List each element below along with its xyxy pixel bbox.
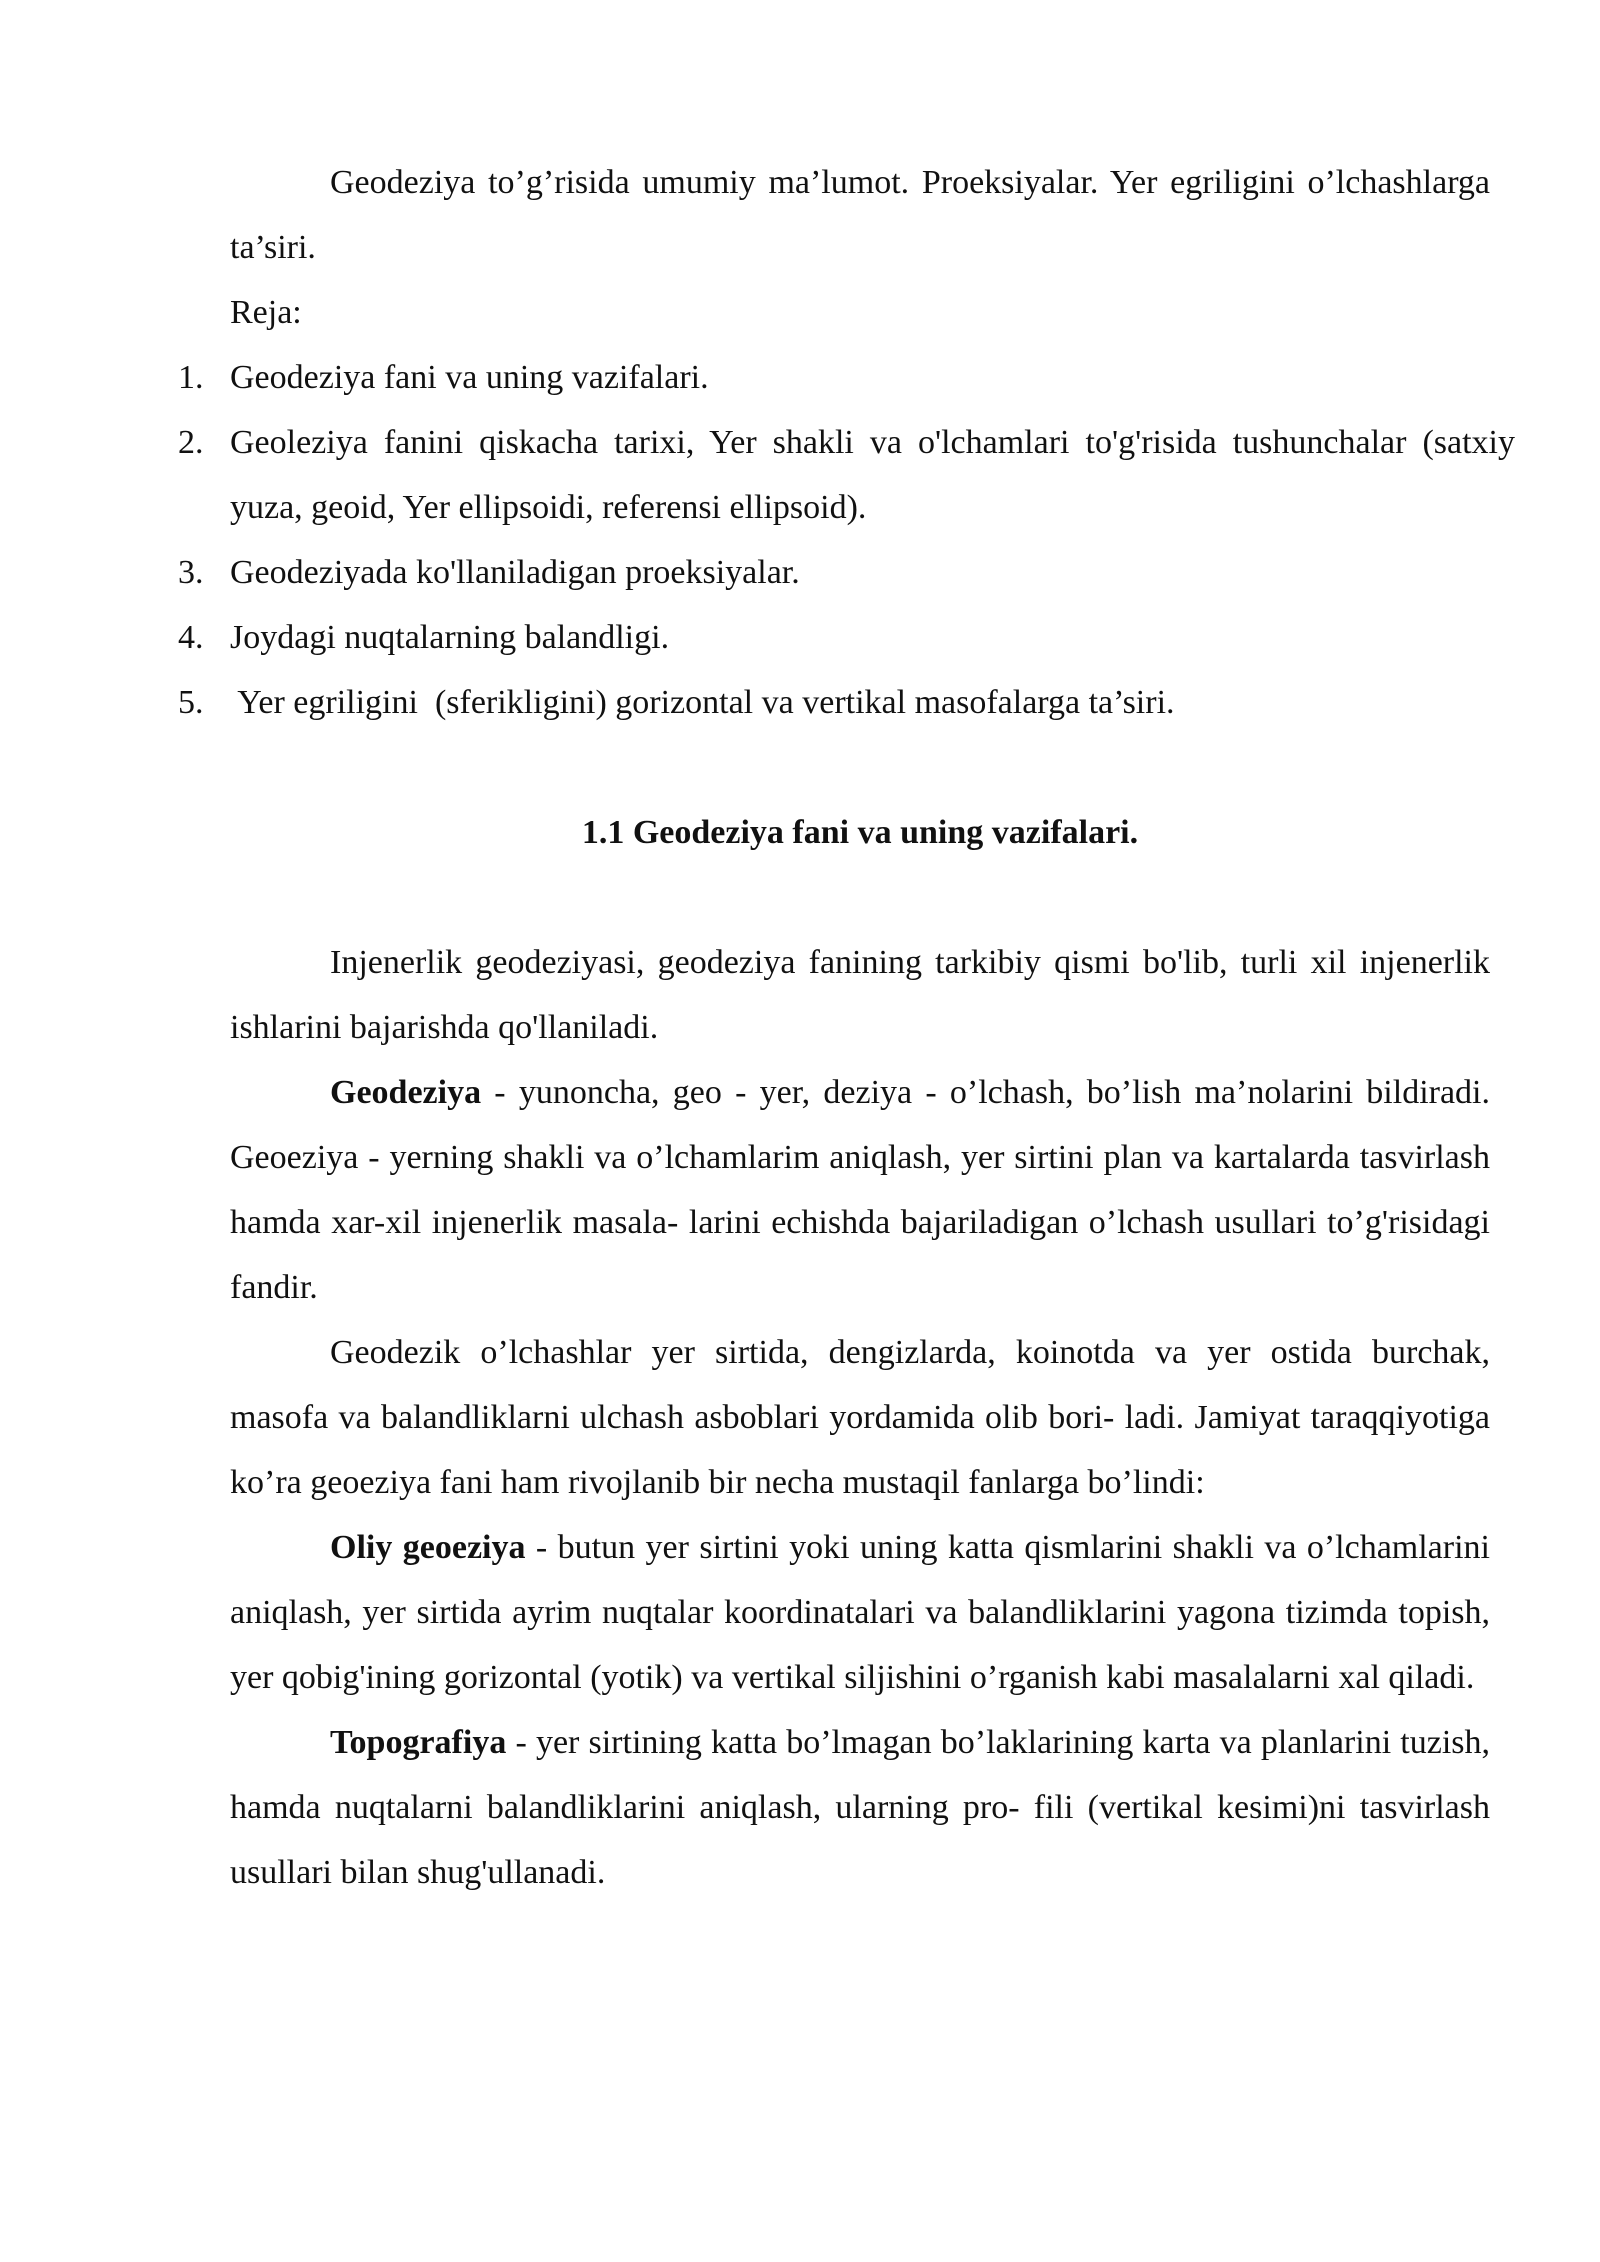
list-item-number: 1.: [178, 359, 204, 396]
document-title: [230, 150, 1490, 280]
list-item-number: 5.: [178, 684, 204, 721]
paragraph: [230, 1710, 1490, 1905]
paragraph-term: Oliy geoeziya: [330, 1529, 526, 1566]
plan-list: [178, 345, 1515, 735]
paragraph-text: - yer sirtining katta bo’lmagan bo’laklarining karta va planlarini tuzish, hamda nuqtalarni balandliklarini aniqlash, ularning pro- fili (vertikal kesimi)ni tasvirlash usullari bilan shug'ullanadi.: [230, 1724, 1490, 1891]
paragraph-text: Geodezik o’lchashlar yer sirtida, dengizlarda, koinotda va yer ostida burchak, masofa va balandliklarni ulchash asboblari yordamida olib bori- ladi. Jamiyat taraqqiyotiga ko’ra geoeziya fani ham rivojlanib bir necha mustaqil fanlarga bo’lindi:: [230, 1334, 1490, 1501]
body-text: [230, 930, 1490, 1905]
paragraph: [230, 1320, 1490, 1515]
list-item: [178, 410, 1515, 540]
list-item-text: Yer egriligini (sferikligini) gorizontal va vertikal masofalarga ta’siri.: [230, 684, 1175, 721]
plan-label-text: Reja:: [230, 294, 302, 331]
list-item: [178, 540, 1515, 605]
list-item-text: Geodeziya fani va uning vazifalari.: [230, 359, 709, 396]
paragraph-text: - yunoncha, geo - yer, deziya - o’lchash, bo’lish ma’nolarini bildiradi. Geoeziya - yerning shakli va o’lchamlarim aniqlash, yer sirtini plan va kartalarda tasvirlash hamda xar-xil injenerlik masala- larini echishda bajariladigan o’lchash usullari to’g'risidagi fandir.: [230, 1074, 1490, 1306]
plan-label: [230, 280, 1490, 345]
list-item-text: Joydagi nuqtalarning balandligi.: [230, 619, 670, 656]
paragraph: [230, 1515, 1490, 1710]
paragraph: [230, 930, 1490, 1060]
list-item-number: 4.: [178, 619, 204, 656]
list-item: [178, 670, 1515, 735]
paragraph: [230, 1060, 1490, 1320]
paragraph-term: Topografiya: [330, 1724, 507, 1761]
paragraph-term: Geodeziya: [330, 1074, 482, 1111]
list-item-number: 2.: [178, 424, 204, 461]
list-item: [178, 605, 1515, 670]
title-text: Geodeziya to’g’risida umumiy ma’lumot. Proeksiyalar. Yer egriligini o’lchashlarga ta’siri.: [230, 164, 1490, 266]
paragraph-text: Injenerlik geodeziyasi, geodeziya fanining tarkibiy qismi bo'lib, turli xil injenerlik ishlarini bajarishda qo'llaniladi.: [230, 944, 1490, 1046]
list-item-text: Geoleziya fanini qiskacha tarixi, Yer shakli va o'lchamlari to'g'risida tushunchalar (satxiy yuza, geoid, Yer ellipsoidi, referensi ellipsoid).: [230, 424, 1515, 526]
list-item: [178, 345, 1515, 410]
paragraph-text: - butun yer sirtini yoki uning katta qismlarini shakli va o’lchamlarini aniqlash, yer sirtida ayrim nuqtalar koordinatalari va balandliklarini yagona tizimda topish, yer qobig'ining gorizontal (yotik) va vertikal siljishini o’rganish kabi masalalarni xal qiladi.: [230, 1529, 1490, 1696]
section-heading: 1.1 Geodeziya fani va uning vazifalari.: [581, 814, 1139, 851]
list-item-number: 3.: [178, 554, 204, 591]
list-item-text: Geodeziyada ko'llaniladigan proeksiyalar.: [230, 554, 800, 591]
